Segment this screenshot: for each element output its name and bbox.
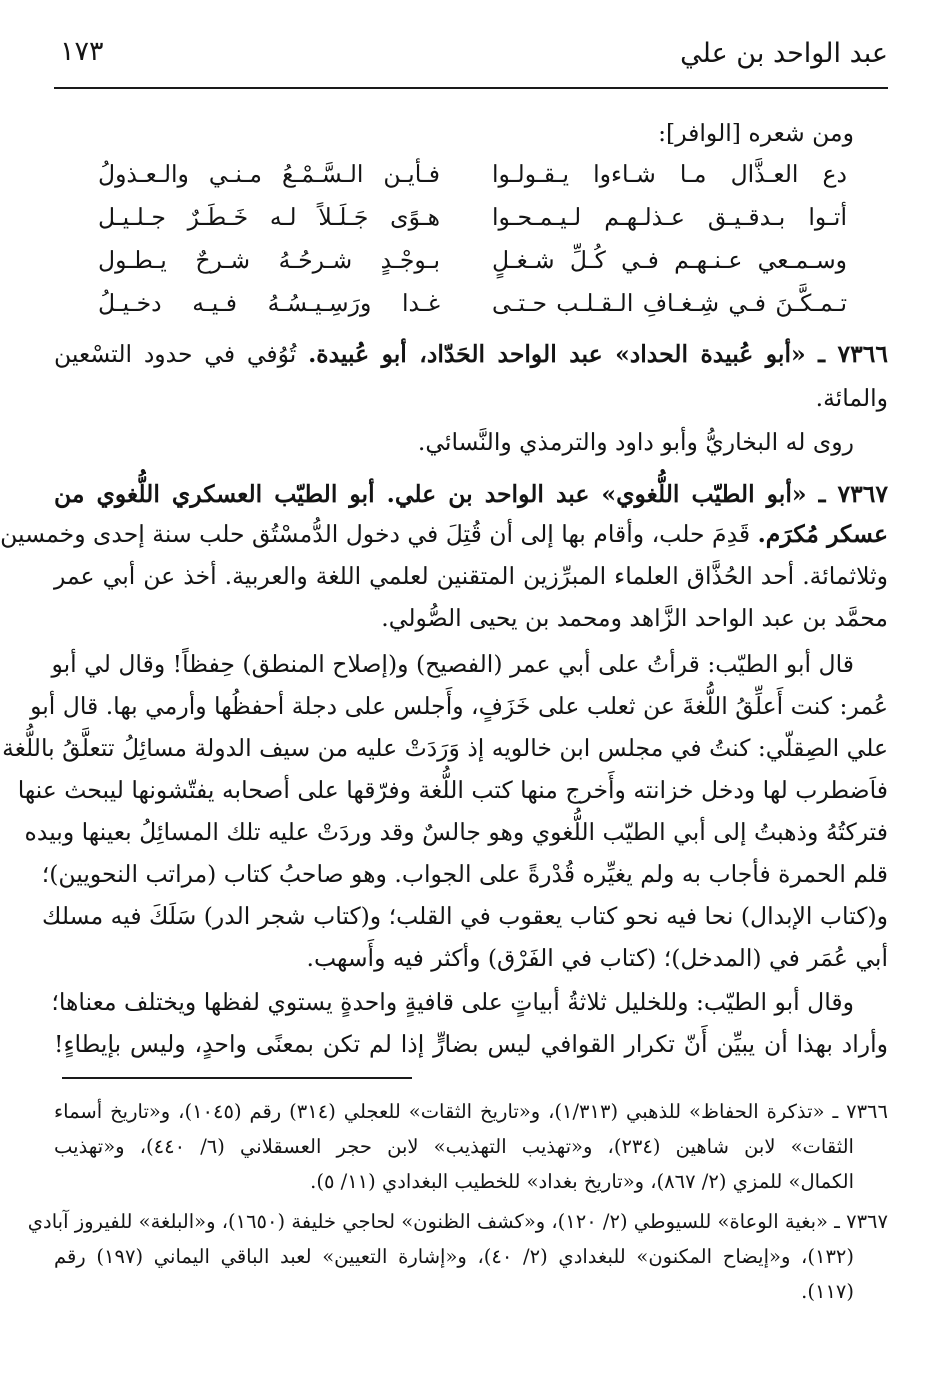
entry-7367-line-8: فتركتُهُ وذهبتُ إلى أبي الطيّب اللُّغوي وهو جالسٌ وقد وردَتْ عليه تلك المسائِلُ بعينها وبيده <box>24 818 888 846</box>
verse-1-second: فـأيـن الـسَّـمْـعُ مـنـي والـعـذولُ <box>98 160 440 188</box>
poem-intro: ومن شعره [الوافر]: <box>658 119 854 147</box>
verse-3-second: بـوجْـدٍ شـرحُـهُ شـرحٌ يـطـول <box>98 246 440 274</box>
verse-3-first: وسـمـعي عـنـهـم فـي كُـلِّ شـغـلٍ <box>492 246 847 274</box>
entry-7367-line-3: محمَّد بن عبد الواحد الزَّاهد ومحمد بن يحيى الصُّولي. <box>381 604 888 632</box>
entry-7367-heading-end: عسكر مُكرَم. <box>757 520 888 548</box>
entry-7367-line-5: عُمر: كنت أَعلِّقُ اللُّغةَ عن ثعلب على خَزَفٍ، وأَجلس على دجلة أحفظُها وأرمي بها. قال أبو <box>30 692 888 720</box>
entry-7367-line-13: وأراد بهذا أن يبيِّن أَنّ تكرار القوافي ليس بضارٍّ إذا لم تكن بمعنًى واحدٍ، وليس بإيطاءٍ! <box>54 1030 888 1058</box>
entry-7367-line-2: وثلاثمائة. أحد الحُذَّاق العلماء المبرِّزين المتقنين لعلمي اللغة والعربية. أخذ عن أبي عمر <box>54 562 888 590</box>
footnote-7366-line-1: ٧٣٦٦ ـ «تذكرة الحفاظ» للذهبي (١/٣١٣)، و«تاريخ الثقات» للعجلي (٣١٤) رقم (١٠٤٥)، و«تاريخ أسماء <box>54 1100 888 1123</box>
footnote-7367-line-2: (١٣٢)، و«إيضاح المكنون» للبغدادي (٢/ ٤٠)، و«إشارة التعيين» لعبد الباقي اليماني (١٩٧) رقم <box>54 1245 854 1268</box>
entry-7367-line-10: و(كتاب الإبدال) نحا فيه نحو كتاب يعقوب في القلب؛ و(كتاب شجر الدر) سَلَكَ فيه مسلك <box>42 902 888 930</box>
verse-2-first: أتـوا بـدقـيـق عـذلـهـم لـيـمـحـوا <box>492 203 847 231</box>
entry-7366-text-1: تُوُفي في حدود التسْعين <box>54 340 297 368</box>
running-title: عبد الواحد بن علي <box>680 38 888 69</box>
entry-7366-line-3: روى له البخاريُّ وأبو داود والترمذي والنَّسائي. <box>417 428 854 456</box>
entry-7367-heading: ٧٣٦٧ ـ «أبو الطيّب اللُّغوي» عبد الواحد بن علي. أبو الطيّب العسكري اللُّغوي من <box>54 480 888 508</box>
footnote-7366-line-2: الثقات» لابن شاهين (٢٣٤)، و«تهذيب التهذيب» لابن حجر العسقلاني (٦/ ٤٤٠)، و«تهذيب <box>54 1135 854 1158</box>
footnote-7367-line-1: ٧٣٦٧ ـ «بغية الوعاة» للسيوطي (٢/ ١٢٠)، و«كشف الظنون» لحاجي خليفة (١٦٥٠)، و«البلغة» للفيروز آبادي <box>27 1210 888 1233</box>
entry-7367-text: قَدِمَ حلب، وأقام بها إلى أن قُتِلَ في دخول الدُّمسْتُق حلب سنة إحدى وخمسين <box>0 520 751 548</box>
verse-2-second: هـوًى جَـلَـلاً لـه خَـطَـرٌ جـلـيـل <box>98 203 440 231</box>
entry-7366-line-2: والمائة. <box>815 384 888 412</box>
entry-7367-line-11: أبي عُمَر في (المدخل)؛ (كتاب في الفَرْق) وأكثر فيه وأَسهب. <box>306 944 888 972</box>
entry-7366-line-1 <box>54 338 888 370</box>
entry-7367-line-7: فاَضطرب لها ودخل خزانته وأَخرج منها كتب اللُّغة وفرّقها على أصحابه يفتّشونها ليبحث عنها <box>17 776 888 804</box>
entry-7367-line-4: قال أبو الطيّب: قرأتُ على أبي عمر (الفصيح) و(إصلاح المنطق) حِفظاً! وقال لي أبو <box>51 650 854 678</box>
footnote-7367-line-3: (١١٧). <box>801 1280 854 1303</box>
entry-7367-line-12: وقال أبو الطيّب: وللخليل ثلاثةُ أبياتٍ على قافيةٍ واحدةٍ يستوي لفظها ويختلف معناها؛ <box>51 988 854 1016</box>
header-rule <box>54 87 888 89</box>
entry-7367-line-9: قلم الحمرة فأجاب به ولم يغيِّره قُدْرةً على الجواب. وهو صاحبُ كتاب (مراتب النحويين)؛ <box>41 860 888 888</box>
verse-4-first: تـمـكَّـنَ فـي شِـغـافِ الـقـلـب حـتـى <box>492 289 847 317</box>
entry-7367-line-1 <box>0 518 888 550</box>
footnote-7366-line-3: الكمال» للمزي (٢/ ٨٦٧)، و«تاريخ بغداد» للخطيب البغدادي (١١/ ٥). <box>310 1170 854 1193</box>
verse-1-first: دع العـذَّال مـا شـاءوا يـقـولـوا <box>492 160 847 188</box>
page-number: ١٧٣ <box>60 36 104 67</box>
entry-7367-line-6: علي الصِقلّي: كنتُ في مجلس ابن خالويه إذ وَرَدَتْ عليه من سيف الدولة مسائِلُ تتعلَّقُ باللُّغة <box>2 734 888 762</box>
verse-4-second: غـدا ورَسِـيـسُـهُ فـيـه دخـيـلُ <box>98 289 440 317</box>
entry-7366-heading: ٧٣٦٦ ـ «أبو عُبيدة الحداد» عبد الواحد الحَدّاد، أبو عُبيدة. <box>308 340 888 368</box>
footnote-rule <box>62 1077 412 1079</box>
